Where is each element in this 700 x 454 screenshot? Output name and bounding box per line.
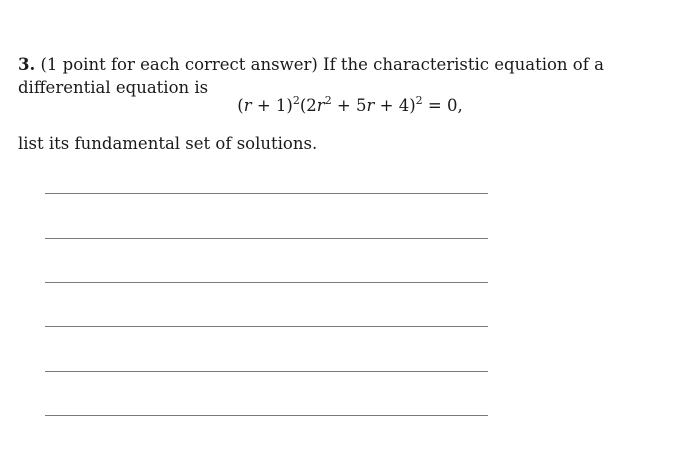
answer-line-4[interactable] — [45, 326, 488, 327]
problem-prompt: (1 point for each correct answer) If the characteristic equation of a differential equation is — [18, 55, 604, 97]
answer-line-6[interactable] — [45, 415, 488, 416]
problem-number: 3. — [18, 55, 36, 74]
answer-line-5[interactable] — [45, 371, 488, 372]
characteristic-equation: $(r + 1)^2(2r^2 + 5r + 4)^2 = 0$, — [237, 94, 463, 115]
instruction-text: list its fundamental set of solutions. — [18, 134, 318, 153]
answer-line-1[interactable] — [45, 193, 488, 194]
answer-line-3[interactable] — [45, 282, 488, 283]
answer-line-2[interactable] — [45, 238, 488, 239]
problem-statement — [18, 53, 682, 99]
